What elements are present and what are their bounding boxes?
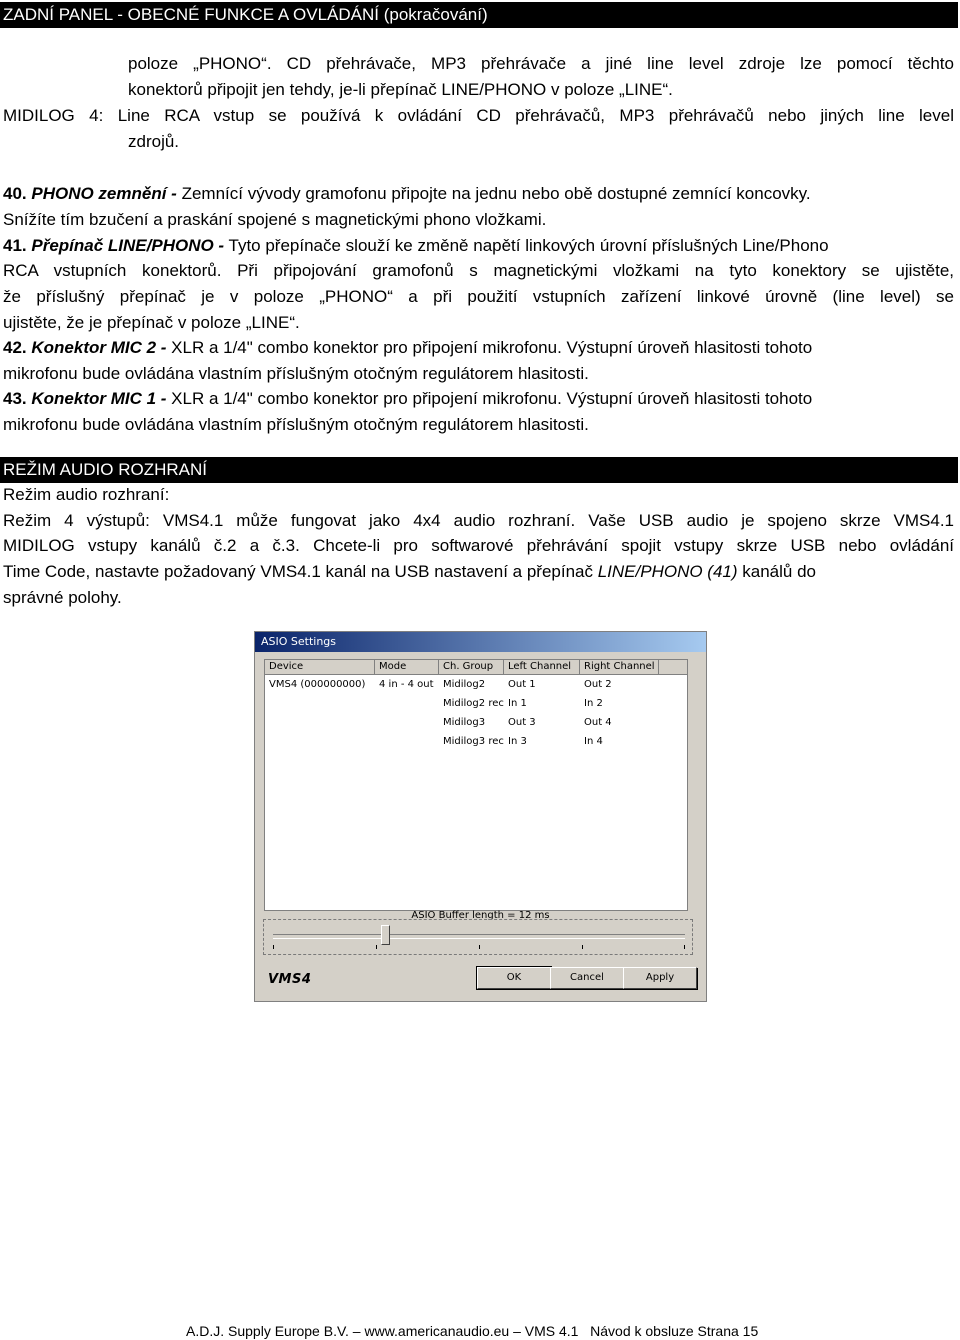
dialog-title-bar[interactable]: ASIO Settings [255, 632, 706, 652]
slider-tick [582, 945, 583, 949]
row-3-right-channel: Out 4 [584, 717, 612, 728]
row-1-left-channel: Out 1 [508, 679, 536, 690]
cancel-button[interactable]: Cancel [550, 967, 624, 989]
item-43-line-2: mikrofonu bude ovládána vlastním příslušným otočným regulátorem hlasitosti. [3, 415, 589, 434]
item-40-number: 40. [3, 184, 27, 203]
column-header-ch-group[interactable]: Ch. Group [439, 660, 504, 675]
ok-button[interactable]: OK [477, 967, 551, 989]
intro-line-2: konektorů připojit jen tehdy, je-li přepínač LINE/PHONO v poloze „LINE“. [128, 80, 673, 99]
buffer-length-label: ASIO Buffer length = 12 ms [411, 910, 550, 921]
item-40-text-1: Zemnící vývody gramofonu připojte na jednu nebo obě dostupné zemnící koncovky. [176, 184, 811, 203]
row-4-right-channel: In 4 [584, 736, 603, 747]
item-42-name: Konektor MIC 2 - [31, 338, 167, 357]
column-header-device[interactable]: Device [265, 660, 375, 675]
item-40-line-2: Snížíte tím bzučení a praskání spojené s magnetickými phono vložkami. [3, 210, 547, 229]
audio-mode-label: Režim audio rozhraní: [3, 485, 170, 504]
asio-settings-dialog [254, 631, 707, 1002]
item-42-line-2: mikrofonu bude ovládána vlastním příslušným otočným regulátorem hlasitosti. [3, 364, 589, 383]
row-3-left-channel: Out 3 [508, 717, 536, 728]
item-41-name: Přepínač LINE/PHONO - [31, 236, 225, 255]
slider-tick [479, 945, 480, 949]
buffer-slider-group [263, 919, 693, 955]
item-41-text-1: Tyto přepínače slouží ke změně napětí linkových úrovní příslušných Line/Phono [224, 236, 829, 255]
vms4-logo: VMS4 [268, 972, 312, 987]
row-1-mode: 4 in - 4 out [379, 679, 434, 690]
buffer-slider-thumb[interactable] [381, 925, 390, 945]
row-2-ch-group: Midilog2 rec [443, 698, 504, 709]
item-42-line-1 [3, 337, 954, 359]
column-header-right-channel[interactable]: Right Channel [580, 660, 659, 675]
audio-mode-line-2: Režim 4 výstupů: VMS4.1 může fungovat jako 4x4 audio rozhraní. Vaše USB audio je spojeno skrze VMS4.1 [3, 511, 954, 530]
audio-mode-line-4 [3, 561, 954, 583]
item-41-number: 41. [3, 236, 27, 255]
item-43-text-1: XLR a 1/4" combo konektor pro připojení mikrofonu. Výstupní úroveň hlasitosti tohoto [166, 389, 813, 408]
device-channel-list[interactable] [264, 659, 688, 911]
row-1-ch-group: Midilog2 [443, 679, 486, 690]
row-1-device: VMS4 (000000000) [269, 679, 366, 690]
audio-mode-switch-ref: LINE/PHONO (41) [597, 562, 738, 581]
audio-mode-line-5: správné polohy. [3, 588, 122, 607]
item-41-line-1 [3, 235, 954, 257]
item-41-line-4: ujistěte, že je přepínač v poloze „LINE“. [3, 313, 300, 332]
row-4-left-channel: In 3 [508, 736, 527, 747]
item-42-number: 42. [3, 338, 27, 357]
column-header-left-channel[interactable]: Left Channel [504, 660, 580, 675]
audio-mode-text-4a: Time Code, nastavte požadovaný VMS4.1 kanál na USB nastavení a přepínač [3, 562, 598, 581]
row-2-right-channel: In 2 [584, 698, 603, 709]
intro-line-4: zdrojů. [128, 132, 180, 151]
intro-line-3: MIDILOG 4: Line RCA vstup se používá k ovládání CD přehrávačů, MP3 přehrávačů nebo jiných line level [3, 106, 954, 125]
slider-tick [376, 945, 377, 949]
audio-mode-line-3: MIDILOG vstupy kanálů č.2 a č.3. Chcete-li pro softwarové přehrávání spojit vstupy skrze USB nebo ovládání [3, 536, 954, 555]
buffer-slider-track[interactable] [273, 934, 685, 939]
row-3-ch-group: Midilog3 [443, 717, 486, 728]
row-1-right-channel: Out 2 [584, 679, 612, 690]
row-2-left-channel: In 1 [508, 698, 527, 709]
row-4-ch-group: Midilog3 rec [443, 736, 504, 747]
item-40-name: PHONO zemnění - [31, 184, 177, 203]
column-header-mode[interactable]: Mode [375, 660, 439, 675]
section-header-back-panel: ZADNÍ PANEL - OBECNÉ FUNKCE A OVLÁDÁNÍ (pokračování) [0, 2, 958, 28]
item-43-line-1 [3, 388, 954, 410]
page-footer: A.D.J. Supply Europe B.V. – www.americanaudio.eu – VMS 4.1 Návod k obsluze Strana 15 [186, 1323, 759, 1339]
apply-button[interactable]: Apply [623, 967, 697, 989]
audio-mode-text-4c: kanálů do [737, 562, 816, 581]
slider-tick [273, 945, 274, 949]
item-43-name: Konektor MIC 1 - [31, 389, 167, 408]
item-41-line-2: RCA vstupních konektorů. Při připojování gramofonů s magnetickými vložkami na tyto konektory se ujistěte, [3, 261, 954, 280]
item-40-line-1 [3, 183, 954, 205]
item-43-number: 43. [3, 389, 27, 408]
intro-line-1: poloze „PHONO“. CD přehrávače, MP3 přehrávače a jiné line level zdroje lze pomocí těchto [128, 54, 954, 73]
slider-tick [684, 945, 685, 949]
item-41-line-3: že příslušný přepínač je v poloze „PHONO“ a při použití vstupních zařízení linkové úrovně (line level) se [3, 287, 954, 306]
item-42-text-1: XLR a 1/4" combo konektor pro připojení mikrofonu. Výstupní úroveň hlasitosti tohoto [166, 338, 813, 357]
column-header-filler [659, 660, 687, 675]
section-header-audio-interface: REŽIM AUDIO ROZHRANÍ [0, 457, 958, 483]
